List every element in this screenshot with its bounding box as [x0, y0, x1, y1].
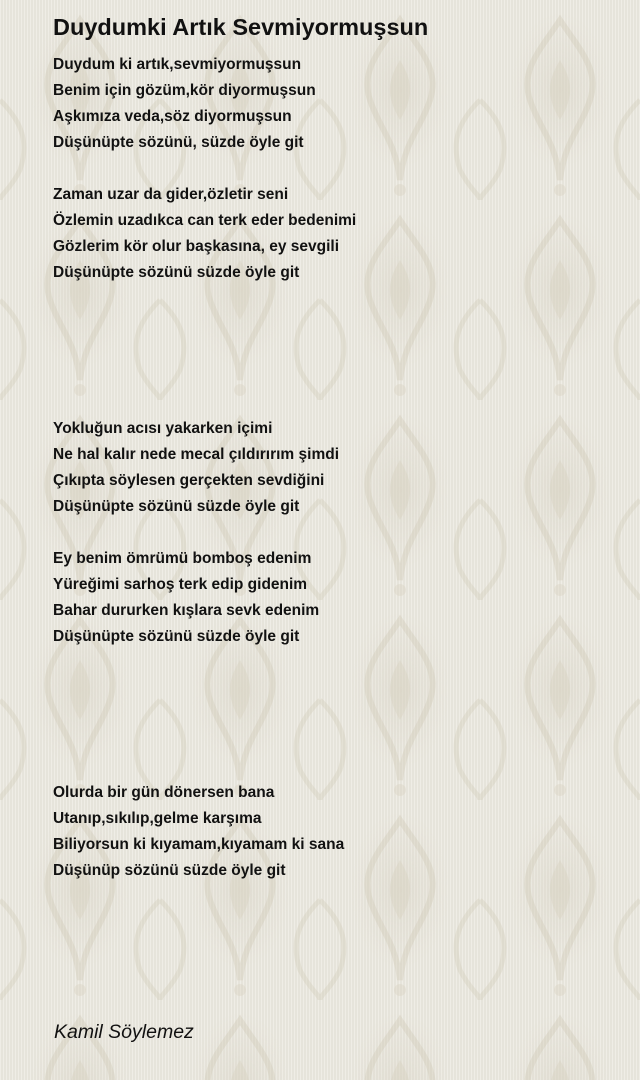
poem-blank-line	[53, 650, 356, 676]
poem-line: Düşünüpte sözünü süzde öyle git	[53, 498, 300, 515]
poem-blank-line	[53, 390, 356, 416]
poem-line: Düşünüpte sözünü, süzde öyle git	[53, 134, 304, 151]
poem-blank-line	[53, 520, 356, 546]
poem-line: Yüreğimi sarhoş terk edip gidenim	[53, 576, 308, 593]
poem-line: Düşünüpte sözünü süzde öyle git	[53, 628, 300, 645]
poem-line: Ne hal kalır nede mecal çıldırırım şimdi	[53, 446, 340, 463]
poem-line: Bahar dururken kışlara sevk edenim	[53, 602, 320, 619]
poem-line: Düşünüp sözünü süzde öyle git	[53, 862, 286, 879]
poem-line: Benim için gözüm,kör diyormuşsun	[53, 82, 316, 99]
poem-line: Olurda bir gün dönersen bana	[53, 784, 275, 801]
poem-line: Ey benim ömrümü bomboş edenim	[53, 550, 312, 567]
poem-blank-line	[53, 286, 356, 312]
poem-blank-line	[53, 338, 356, 364]
poem-blank-line	[53, 676, 356, 702]
poem-line: Özlemin uzadıkca can terk eder bedenimi	[53, 212, 357, 229]
poem-blank-line	[53, 364, 356, 390]
poem-line: Düşünüpte sözünü süzde öyle git	[53, 264, 300, 281]
poem-title: Duydumki Artık Sevmiyormuşsun	[53, 14, 429, 40]
poem-line: Çıkıpta söylesen gerçekten sevdiğini	[53, 472, 325, 489]
poem-body	[53, 52, 356, 884]
poem-line: Utanıp,sıkılıp,gelme karşıma	[53, 810, 262, 827]
poem-line: Zaman uzar da gider,özletir seni	[53, 186, 289, 203]
poem-line: Gözlerim kör olur başkasına, ey sevgili	[53, 238, 340, 255]
poem-blank-line	[53, 156, 356, 182]
poem-blank-line	[53, 702, 356, 728]
poem-line: Duydum ki artık,sevmiyormuşsun	[53, 56, 302, 73]
poem-line: Aşkımıza veda,söz diyormuşsun	[53, 108, 292, 125]
poem-line: Yokluğun acısı yakarken içimi	[53, 420, 273, 437]
poem-blank-line	[53, 728, 356, 754]
poem-blank-line	[53, 754, 356, 780]
poem-author: Kamil Söylemez	[54, 1021, 194, 1043]
poem-line: Biliyorsun ki kıyamam,kıyamam ki sana	[53, 836, 345, 853]
poem-blank-line	[53, 312, 356, 338]
